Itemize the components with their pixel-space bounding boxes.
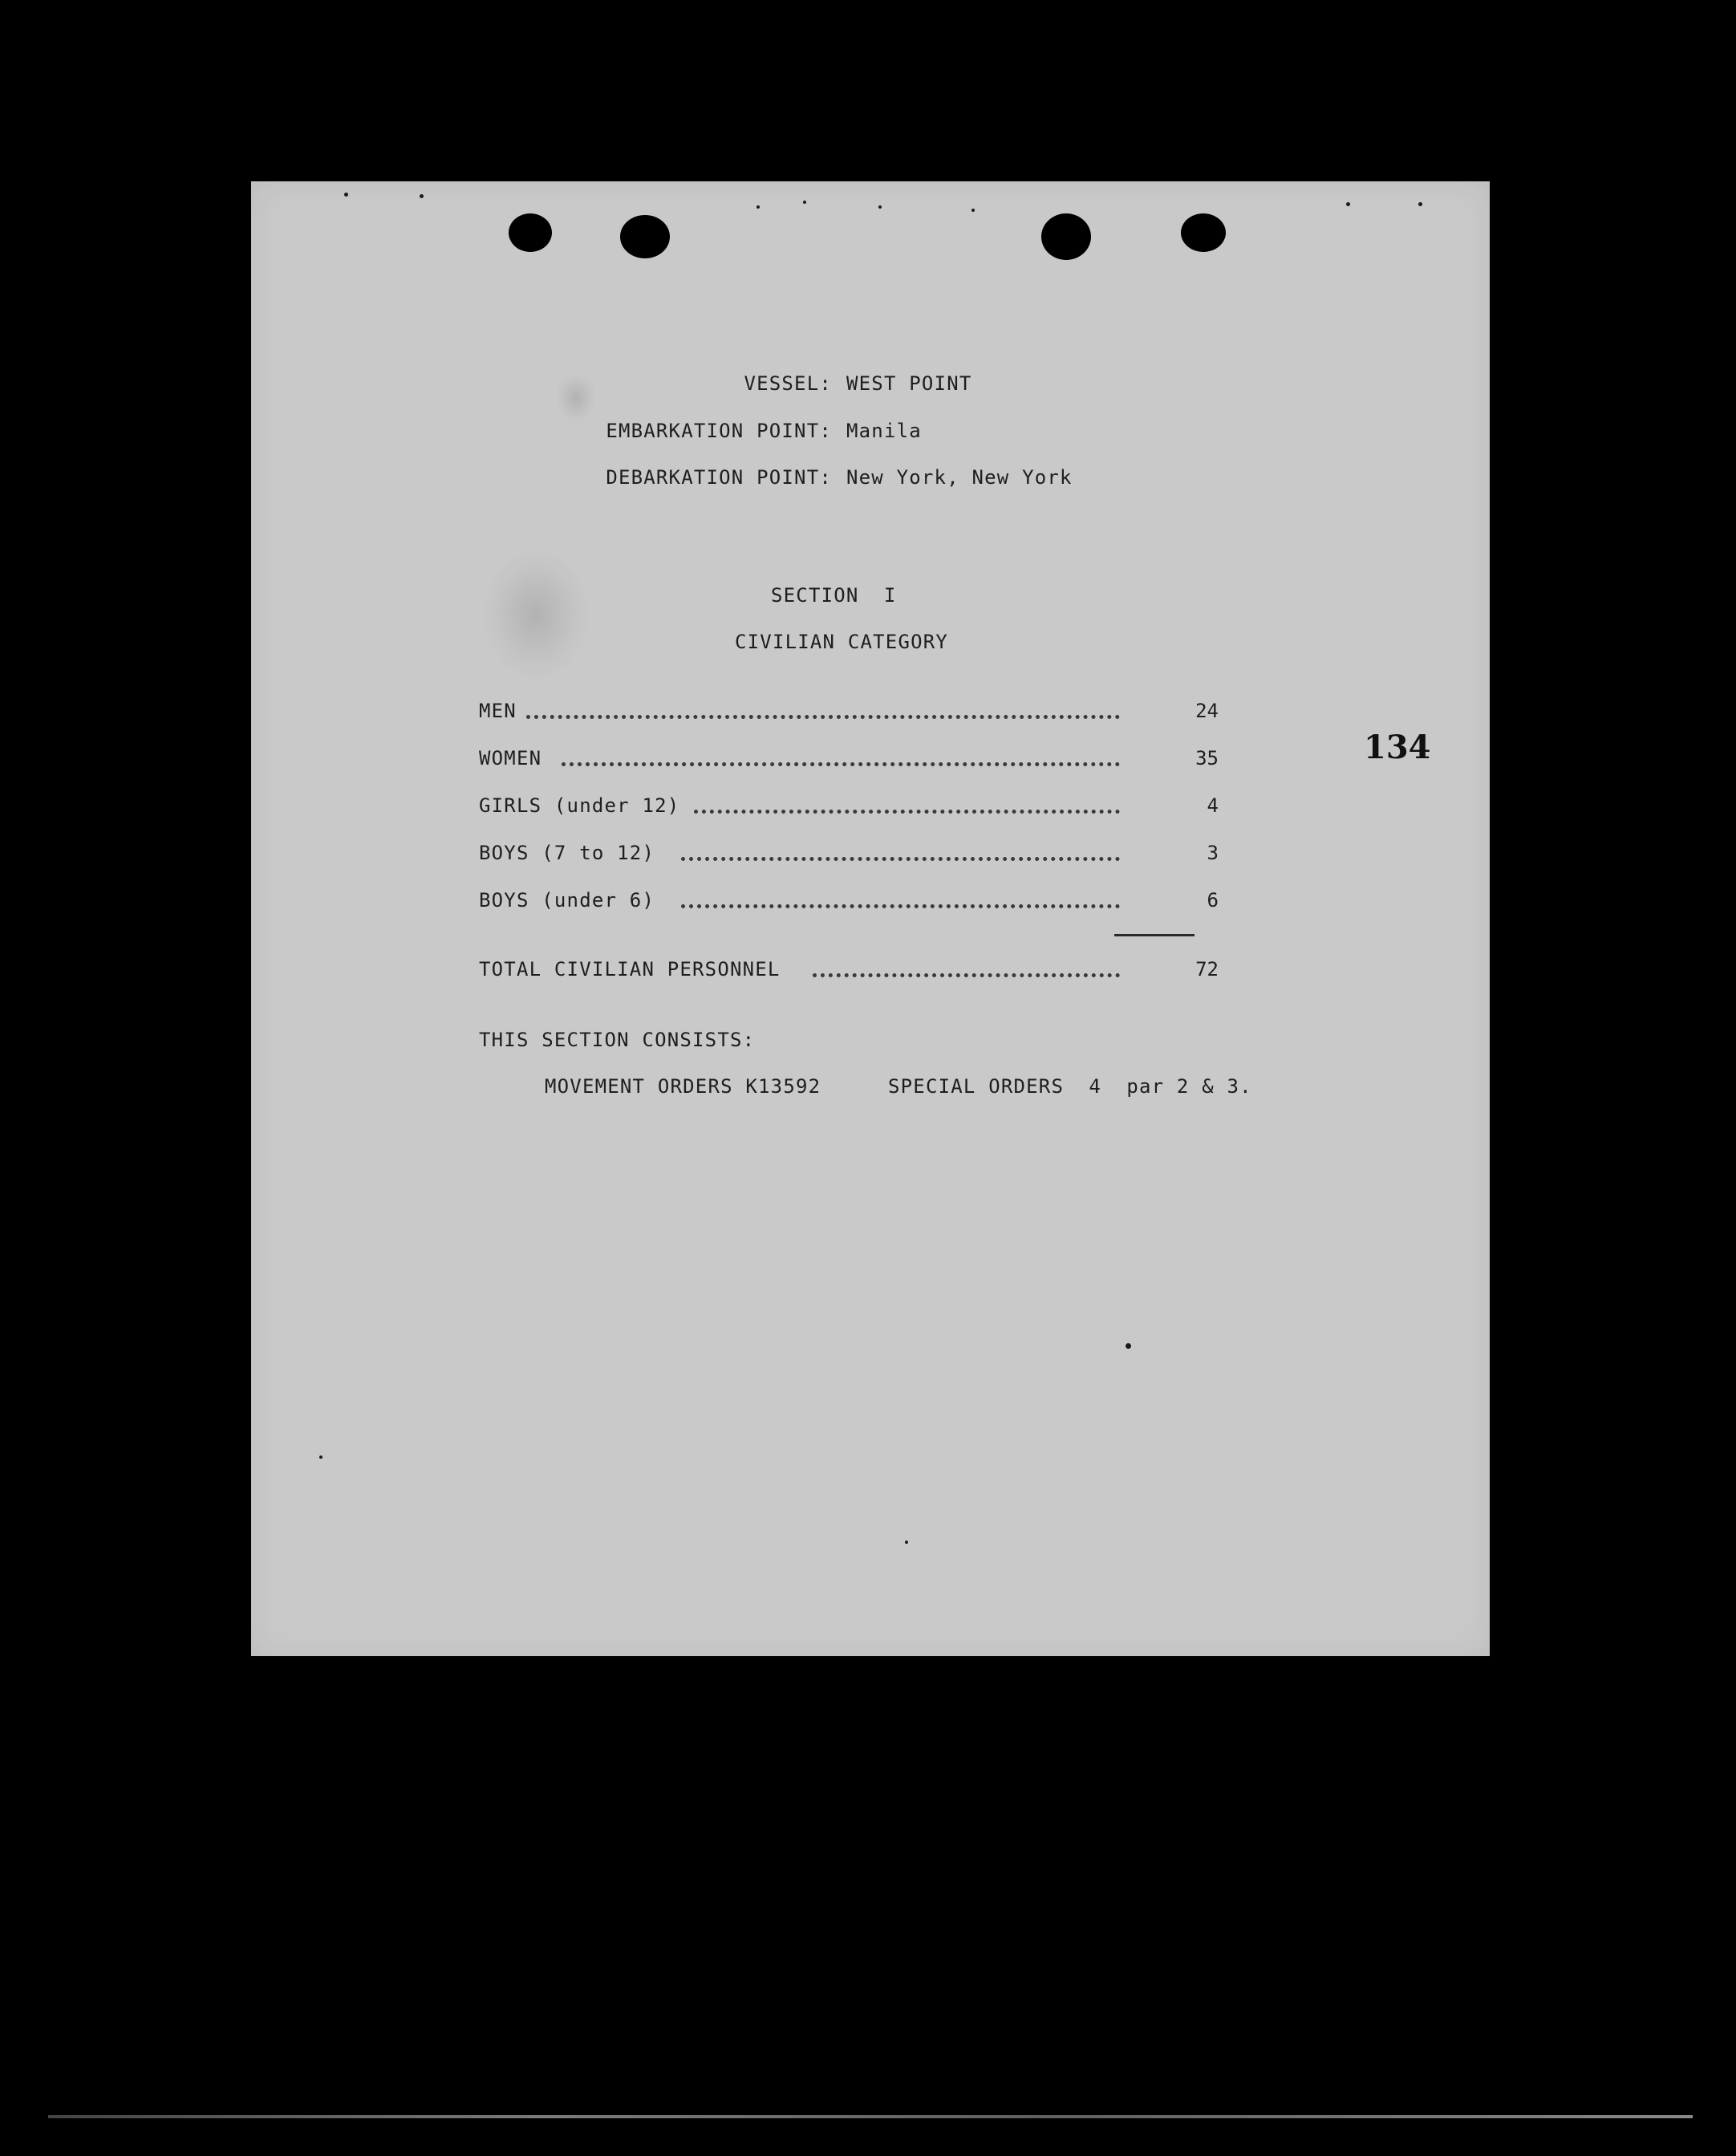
debarkation-label: DEBARKATION POINT: bbox=[606, 466, 832, 489]
page-number: 134 bbox=[1364, 729, 1431, 766]
leader-dots bbox=[562, 762, 1120, 766]
speck bbox=[756, 205, 760, 209]
punch-hole bbox=[509, 213, 552, 252]
speck bbox=[971, 209, 975, 212]
speck bbox=[344, 193, 348, 197]
sum-rule bbox=[1114, 934, 1195, 936]
speck bbox=[905, 1541, 908, 1544]
punch-hole bbox=[620, 215, 670, 258]
speck bbox=[1346, 202, 1350, 206]
section-title: SECTION I bbox=[771, 584, 897, 607]
leader-dots bbox=[813, 973, 1120, 977]
consists-label: THIS SECTION CONSISTS: bbox=[479, 1029, 756, 1051]
row-value-girls: 4 bbox=[1207, 794, 1219, 817]
speck bbox=[803, 201, 806, 204]
speck bbox=[1126, 1343, 1131, 1349]
leader-dots bbox=[526, 715, 1120, 719]
embarkation-value: Manila bbox=[846, 420, 922, 442]
row-value-boys-under-6: 6 bbox=[1207, 889, 1219, 912]
row-value-women: 35 bbox=[1195, 747, 1219, 769]
leader-dots bbox=[681, 857, 1120, 861]
section-category: CIVILIAN CATEGORY bbox=[735, 631, 949, 653]
document-page bbox=[251, 181, 1490, 1656]
scan-edge-line bbox=[48, 2115, 1693, 2118]
punch-hole bbox=[1181, 213, 1226, 252]
vessel-label: VESSEL: bbox=[744, 372, 832, 395]
total-label: TOTAL CIVILIAN PERSONNEL bbox=[479, 958, 781, 981]
row-label-boys-under-6: BOYS (under 6) bbox=[479, 889, 655, 912]
row-label-men: MEN bbox=[479, 700, 517, 722]
speck bbox=[878, 205, 882, 209]
total-value: 72 bbox=[1195, 958, 1219, 981]
row-label-boys-7-12: BOYS (7 to 12) bbox=[479, 842, 655, 864]
row-value-boys-7-12: 3 bbox=[1207, 842, 1219, 864]
stain bbox=[484, 550, 588, 679]
row-value-men: 24 bbox=[1195, 700, 1219, 722]
speck bbox=[420, 194, 424, 198]
row-label-girls: GIRLS (under 12) bbox=[479, 794, 680, 817]
leader-dots bbox=[681, 904, 1120, 908]
vessel-value: WEST POINT bbox=[846, 372, 972, 395]
speck bbox=[1418, 202, 1422, 206]
movement-orders: MOVEMENT ORDERS K13592 bbox=[545, 1075, 821, 1098]
row-label-women: WOMEN bbox=[479, 747, 542, 769]
debarkation-value: New York, New York bbox=[846, 466, 1073, 489]
punch-hole bbox=[1041, 213, 1091, 260]
speck bbox=[319, 1456, 322, 1459]
special-orders: SPECIAL ORDERS 4 par 2 & 3. bbox=[888, 1075, 1252, 1098]
embarkation-label: EMBARKATION POINT: bbox=[606, 420, 832, 442]
leader-dots bbox=[694, 810, 1120, 814]
